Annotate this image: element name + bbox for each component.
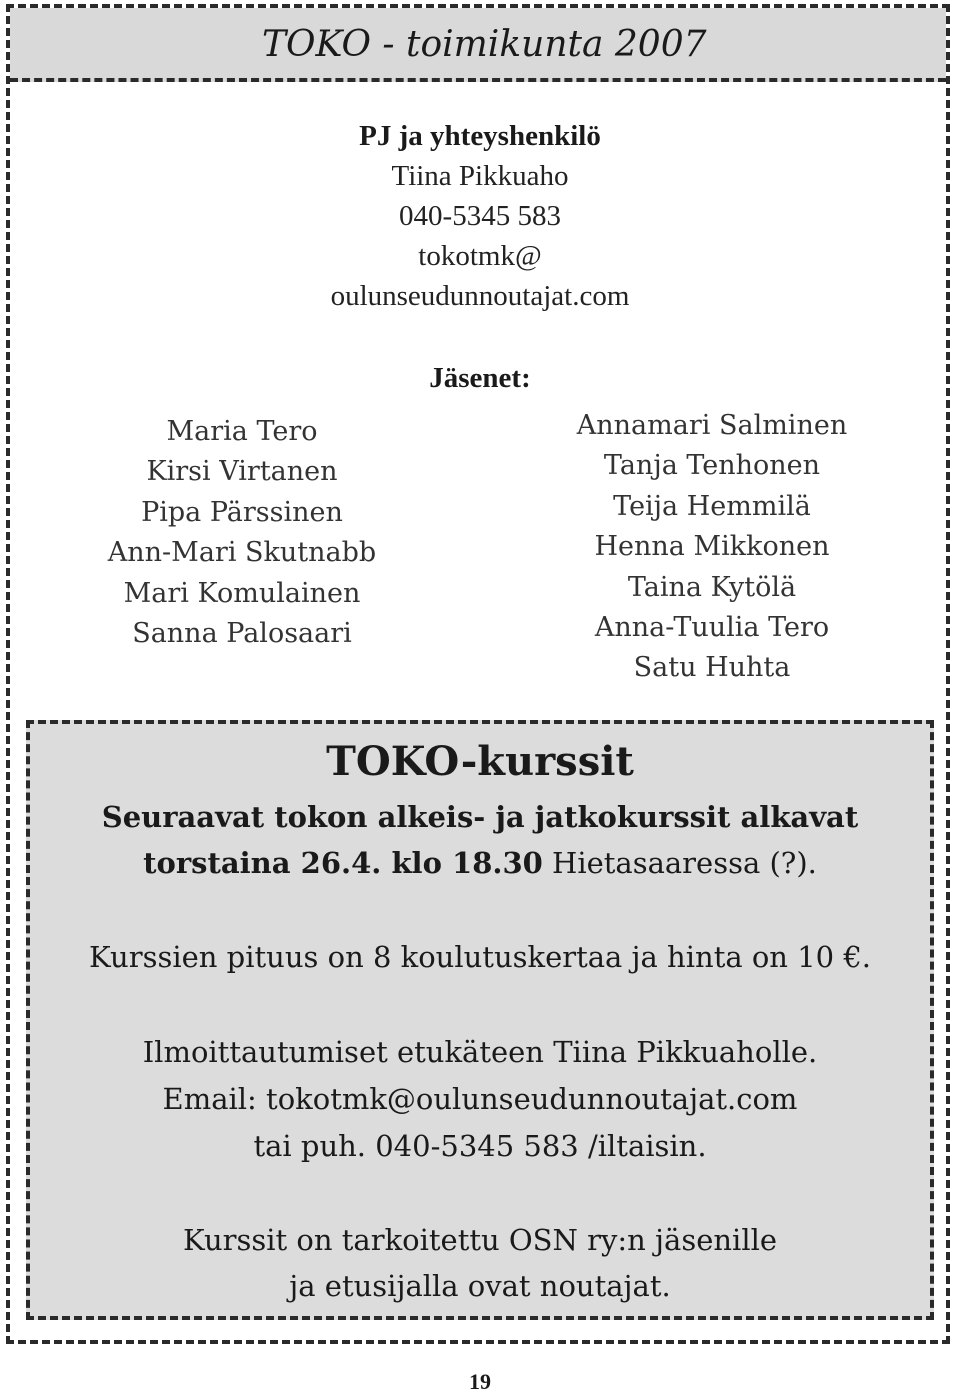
contact-phone: 040-5345 583 [399,200,561,232]
course-date-time: torstaina 26.4. klo 18.30 [143,846,543,880]
course-intro-line2 [0,846,960,880]
course-audience-line1: Kurssit on tarkoitettu OSN ry:n jäsenille [182,1223,778,1257]
course-audience-line2: ja etusijalla ovat noutajat. [289,1269,671,1303]
members-left-list [92,412,392,654]
course-signup: Ilmoittautumiset etukäteen Tiina Pikkuaholle. [142,1035,818,1069]
member-name: Anna-Tuulia Tero [594,612,830,644]
page-number: 19 [469,1369,491,1394]
member-name: Taina Kytölä [627,571,797,603]
members-right-list [562,406,862,689]
member-name: Pipa Pärssinen [141,496,343,528]
member-name: Henna Mikkonen [594,531,830,563]
member-name: Tanja Tenhonen [603,450,821,482]
contact-name: Tiina Pikkuaho [391,160,569,192]
member-name: Teija Hemmilä [613,490,811,522]
course-location: Hietasaaressa (?). [542,846,817,880]
course-email: Email: tokotmk@oulunseudunnoutajat.com [162,1082,798,1116]
member-name: Maria Tero [166,416,318,447]
page-title: TOKO - toimikunta 2007 [262,24,707,65]
course-price: Kurssien pituus on 8 koulutuskertaa ja hinta on 10 €. [89,940,871,974]
members-heading: Jäsenet: [429,362,531,394]
contact-heading: PJ ja yhteyshenkilö [359,120,601,152]
member-name: Annamari Salminen [576,410,848,441]
course-title: TOKO-kurssit [326,738,634,785]
contact-email-line2: oulunseudunnoutajat.com [330,280,630,312]
member-name: Kirsi Virtanen [146,456,338,488]
course-phone: tai puh. 040-5345 583 /iltaisin. [253,1129,707,1163]
member-name: Satu Huhta [633,652,791,684]
member-name: Mari Komulainen [123,577,361,609]
contact-email-line1: tokotmk@ [418,240,542,272]
member-name: Ann-Mari Skutnabb [107,537,377,569]
member-name: Sanna Palosaari [132,618,352,650]
course-intro-line1: Seuraavat tokon alkeis- ja jatkokurssit alkavat [101,800,859,834]
